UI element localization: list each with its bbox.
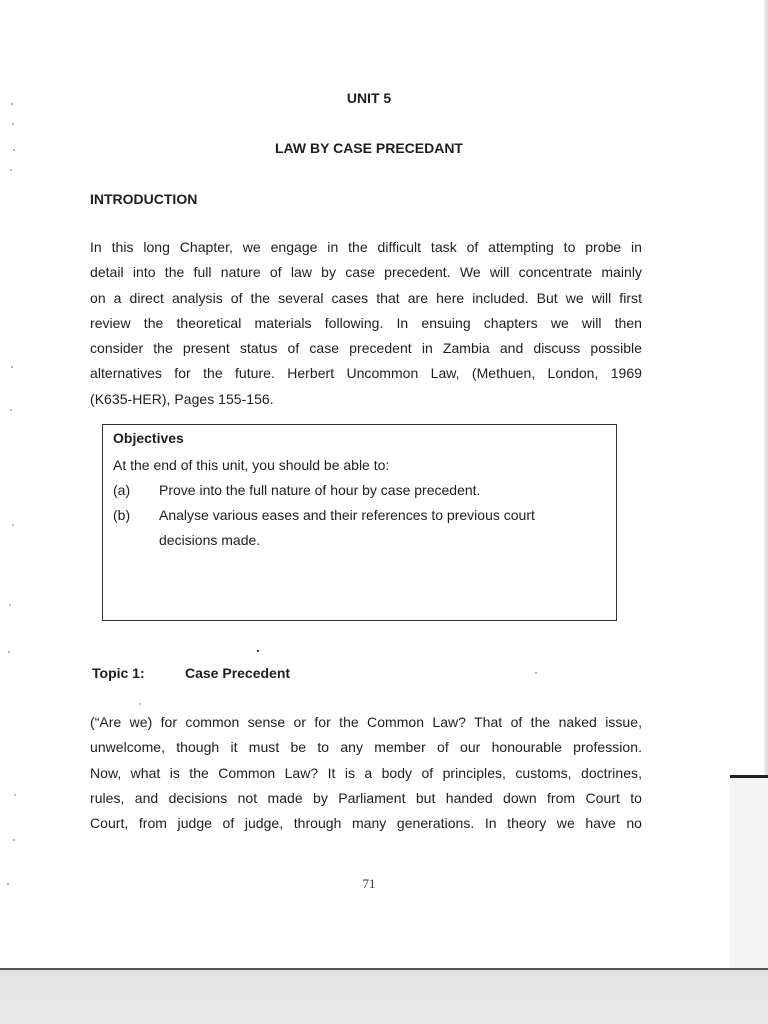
objective-text-line: Analyse various eases and their references to previous court bbox=[159, 507, 535, 523]
scan-bottom-shadow bbox=[0, 968, 768, 1024]
paragraph-line: alternatives for the future. Herbert Uncommon Law, (Methuen, London, 1969 bbox=[90, 365, 642, 382]
objectives-intro: At the end of this unit, you should be able to: bbox=[113, 457, 390, 473]
topic-number: Topic 1: bbox=[92, 665, 145, 681]
objective-text bbox=[159, 478, 589, 503]
underlying-page-strip bbox=[730, 775, 768, 971]
topic-heading bbox=[92, 665, 290, 681]
paragraph-line: Now, what is the Common Law? It is a body of principles, customs, doctrines, bbox=[90, 764, 642, 781]
objective-text bbox=[159, 503, 589, 553]
paragraph-line: (“Are we) for common sense or for the Common Law? That of the naked issue, bbox=[90, 714, 642, 730]
topic-paragraph bbox=[90, 710, 642, 836]
unit-title: UNIT 5 bbox=[346, 90, 392, 106]
paragraph-line: rules, and decisions not made by Parliament but handed down from Court to bbox=[90, 789, 642, 806]
chapter-title: LAW BY CASE PRECEDANT bbox=[275, 140, 463, 156]
paragraph-line: Court, from judge of judge, through many generations. In theory we have no bbox=[90, 815, 642, 832]
objectives-box bbox=[102, 424, 617, 621]
paragraph-line: In this long Chapter, we engage in the difficult task of attempting to probe in bbox=[90, 239, 642, 255]
paragraph-line: review the theoretical materials following. In ensuing chapters we will then bbox=[90, 314, 642, 331]
page-number: 71 bbox=[362, 876, 376, 891]
objective-marker: (b) bbox=[113, 507, 131, 523]
topic-title: Case Precedent bbox=[185, 665, 291, 681]
paragraph-line: (K635-HER), Pages 155-156. bbox=[90, 390, 274, 407]
objectives-heading: Objectives bbox=[113, 430, 184, 446]
paragraph-line: detail into the full nature of law by case precedent. We will concentrate mainly bbox=[90, 264, 642, 281]
introduction-heading: INTRODUCTION bbox=[90, 191, 198, 207]
objective-text-line: decisions made. bbox=[159, 532, 261, 548]
paragraph-line: consider the present status of case precedent in Zambia and discuss possible bbox=[90, 340, 642, 357]
paragraph-line: unwelcome, though it must be to any member of our honourable profession. bbox=[90, 739, 642, 756]
objective-marker: (a) bbox=[113, 482, 131, 498]
paragraph-line: on a direct analysis of the several cases that are here included. But we will first bbox=[90, 289, 642, 306]
introduction-paragraph bbox=[90, 235, 642, 412]
objective-text-line: Prove into the full nature of hour by case precedent. bbox=[159, 482, 481, 498]
